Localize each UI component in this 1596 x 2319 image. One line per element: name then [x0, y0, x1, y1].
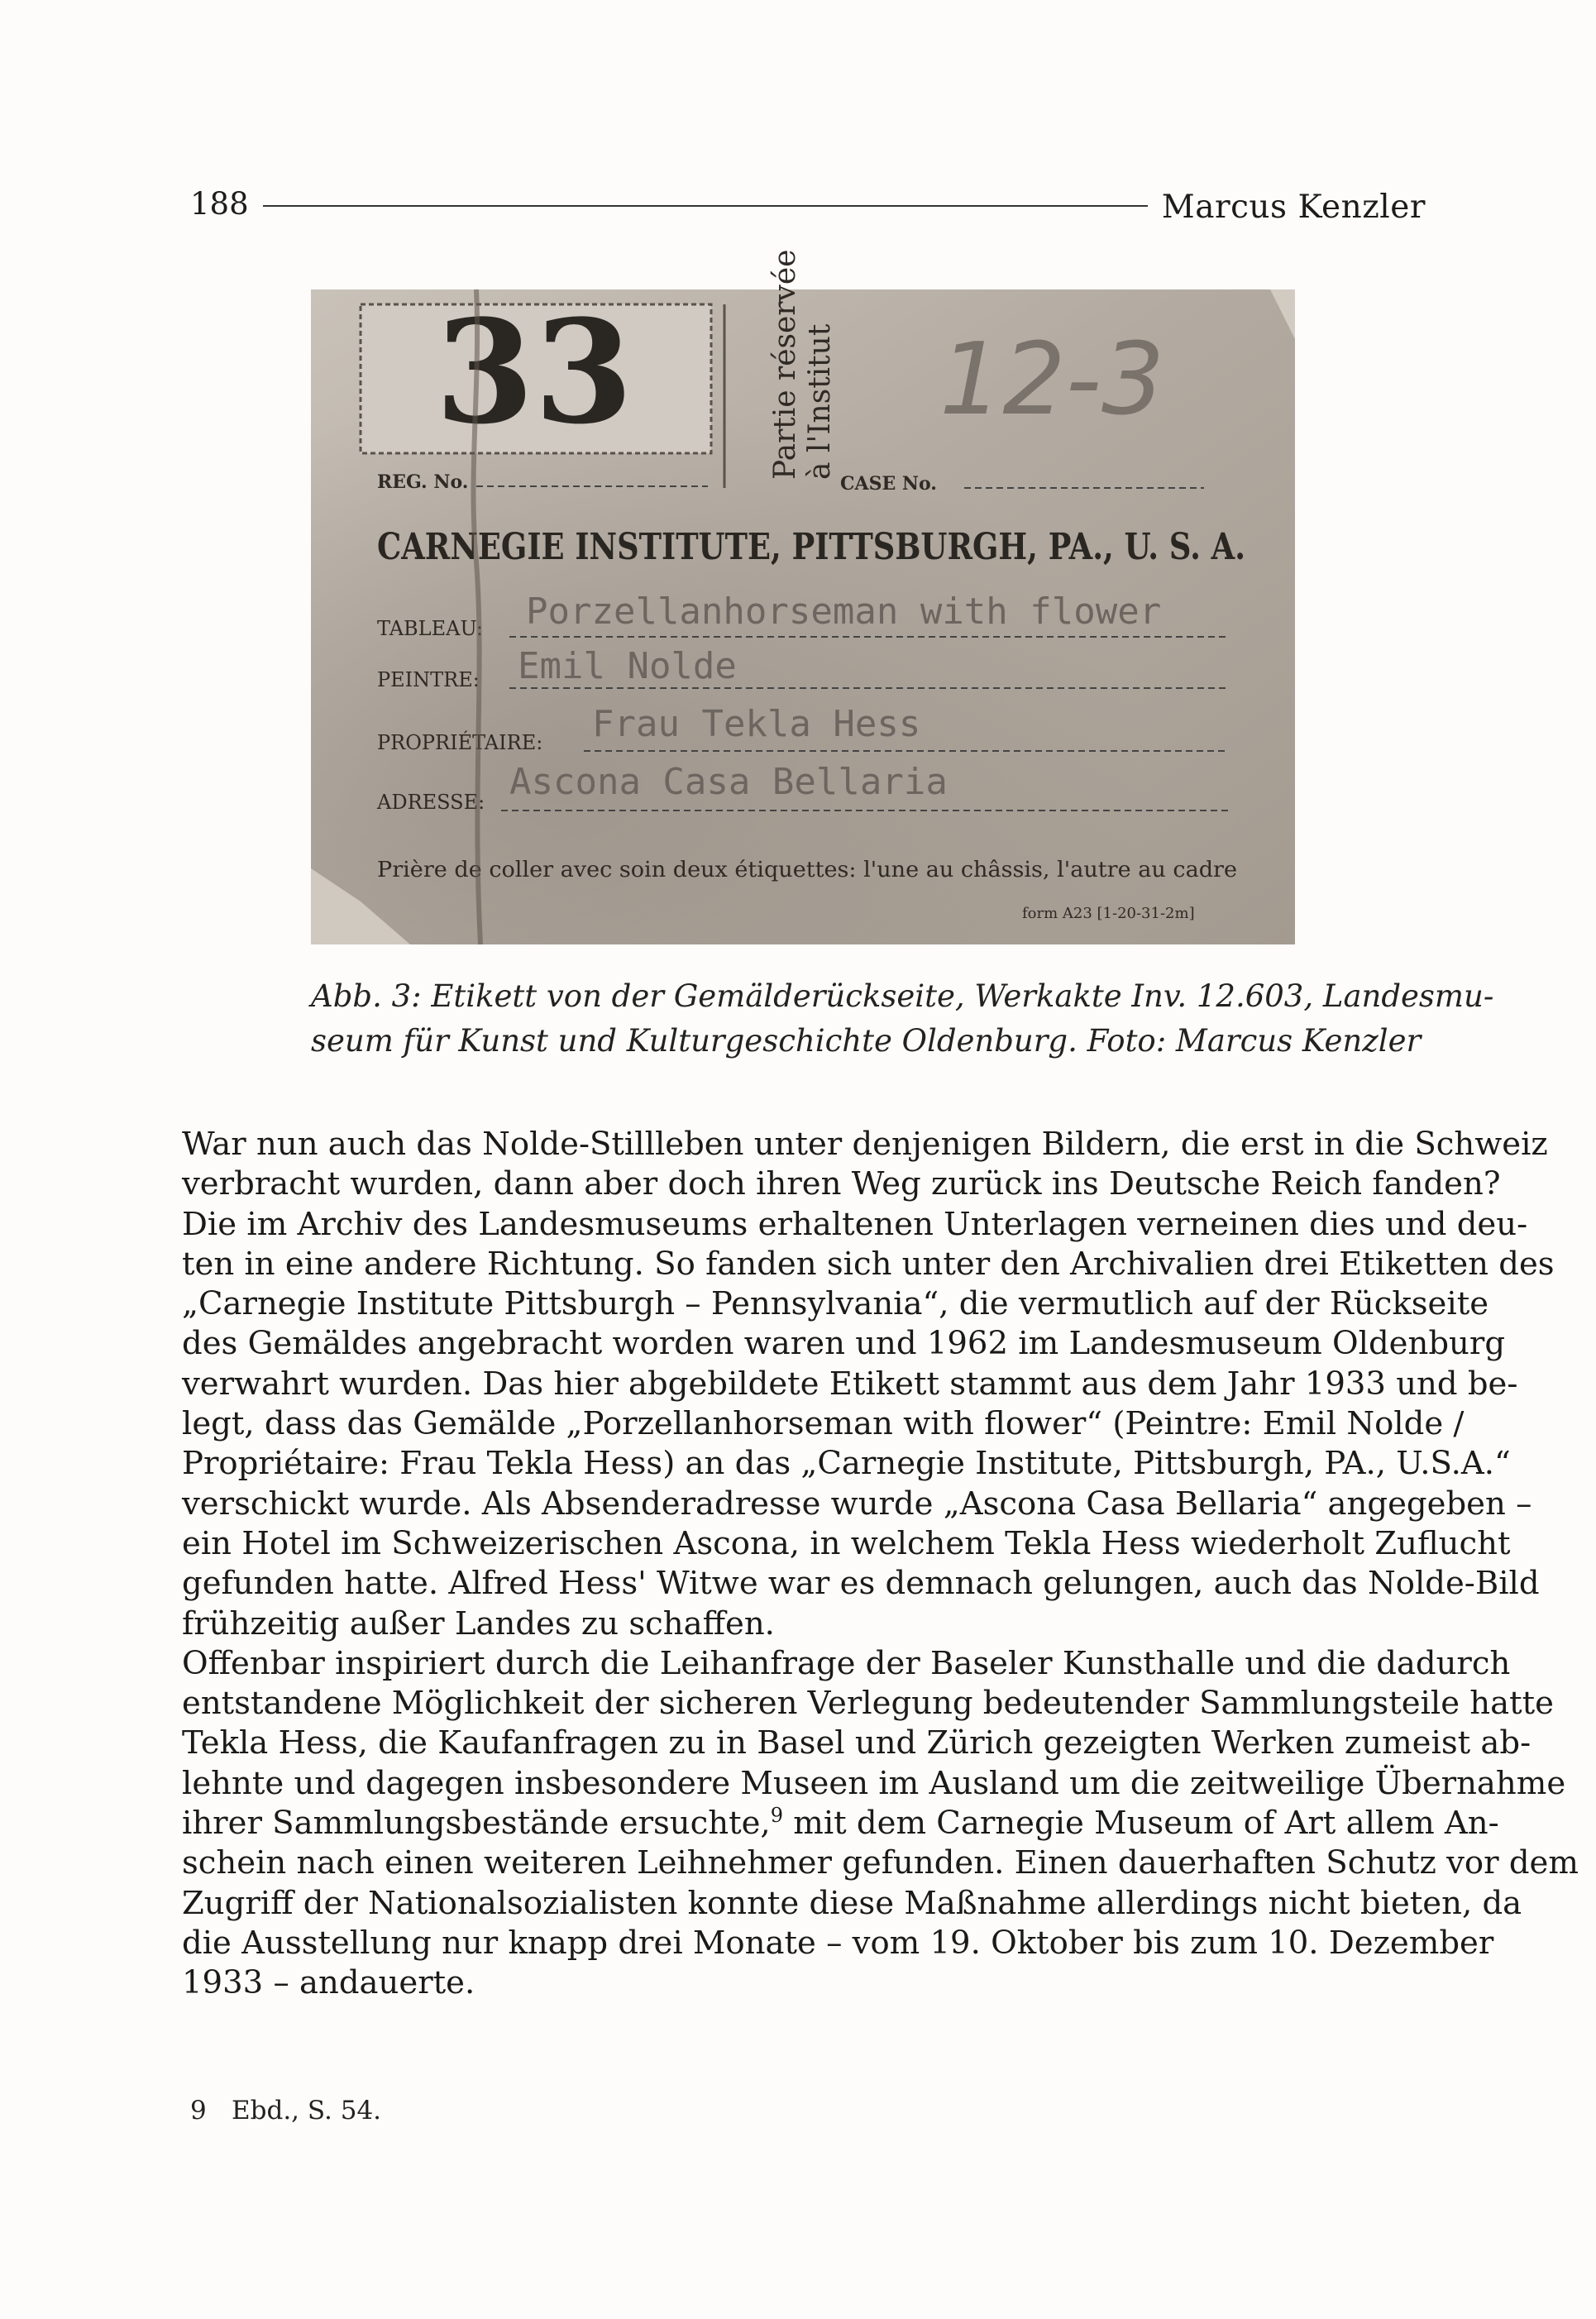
text-line: des Gemäldes angebracht worden waren und 1962 im Landesmuseum Oldenburg — [182, 1325, 1506, 1363]
svg-text:Porzellanhorseman with flower: Porzellanhorseman with flower — [526, 591, 1162, 633]
svg-text:TABLEAU:: TABLEAU: — [377, 617, 483, 640]
text-line: legt, dass das Gemälde „Porzellanhorseman with flower“ (Peintre: Emil Nolde / — [182, 1405, 1465, 1443]
text-line: 1933 – andauerte. — [182, 1964, 475, 2002]
caption-line: Abb. 3: Etikett von der Gemälderückseite, Werkakte Inv. 12.603, Landesmu- — [311, 978, 1494, 1014]
text-line: schein nach einen weiteren Leihnehmer gefunden. Einen dauerhaften Schutz vor dem — [182, 1844, 1579, 1882]
svg-text:Frau Tekla Hess: Frau Tekla Hess — [592, 703, 921, 745]
text-line: lehnte und dagegen insbesondere Museen im Ausland um die zeitweilige Übernahme — [182, 1764, 1566, 1802]
footnote-number: 9 — [190, 2096, 207, 2125]
figure-caption — [311, 974, 1494, 1064]
text-line: Zugriff der Nationalsozialisten konnte diese Maßnahme allerdings nicht bieten, da — [182, 1884, 1522, 1922]
text-segment: mit dem Carnegie Museum of Art allem An- — [782, 1805, 1499, 1843]
institute-name: CARNEGIE INSTITUTE, PITTSBURGH, PA., U. S. A. — [377, 526, 1245, 568]
text-line: ein Hotel im Schweizerischen Ascona, in welchem Tekla Hess wiederholt Zuflucht — [182, 1524, 1511, 1562]
svg-text:Emil Nolde: Emil Nolde — [518, 645, 737, 687]
case-label: CASE No. — [840, 473, 937, 495]
label-instruction: Prière de coller avec soin deux étiquettes: l'une au châssis, l'autre au cadre — [377, 858, 1237, 882]
text-line: Tekla Hess, die Kaufanfragen zu in Basel und Zürich gezeigten Werken zumeist ab- — [182, 1724, 1531, 1762]
label-number: 33 — [435, 288, 633, 456]
text-line: Offenbar inspiriert durch die Leihanfrage der Baseler Kunsthalle und die dadurch — [182, 1644, 1511, 1682]
label-form-code: form A23 [1-20-31-2m] — [1022, 905, 1195, 922]
handwritten-number: 12-3 — [939, 323, 1165, 438]
text-line: War nun auch das Nolde-Stillleben unter denjenigen Bildern, die erst in die Schweiz — [182, 1126, 1548, 1163]
svg-text:PEINTRE:: PEINTRE: — [377, 668, 480, 691]
header-rule — [263, 205, 1148, 207]
running-header — [190, 184, 1426, 225]
page-number: 188 — [190, 186, 249, 222]
svg-text:Ascona Casa Bellaria: Ascona Casa Bellaria — [509, 761, 948, 803]
text-line: Die im Archiv des Landesmuseums erhaltenen Unterlagen verneinen dies und deu- — [182, 1205, 1528, 1243]
text-line: verbracht wurden, dann aber doch ihren Weg zurück ins Deutsche Reich fanden? — [182, 1165, 1501, 1203]
body-text — [182, 1125, 1579, 2004]
reserved-text-1: Partie réservée — [768, 249, 802, 480]
text-line: „Carnegie Institute Pittsburgh – Pennsylvania“, die vermutlich auf der Rückseite — [182, 1285, 1489, 1323]
text-line: ten in eine andere Richtung. So fanden sich unter den Archivalien drei Etiketten des — [182, 1245, 1555, 1283]
carnegie-label-photo — [311, 249, 1295, 944]
running-author: Marcus Kenzler — [1161, 189, 1426, 226]
text-line-with-footnote — [182, 1804, 1499, 1843]
text-line: Propriétaire: Frau Tekla Hess) an das „Carnegie Institute, Pittsburgh, PA., U.S.A.“ — [182, 1445, 1511, 1483]
text-line: frühzeitig außer Landes zu schaffen. — [182, 1604, 775, 1642]
text-line: verschickt wurde. Als Absenderadresse wurde „Ascona Casa Bellaria“ angegeben – — [182, 1485, 1532, 1523]
text-line: gefunden hatte. Alfred Hess' Witwe war es demnach gelungen, auch das Nolde-Bild — [182, 1565, 1540, 1603]
footnote-ref[interactable]: 9 — [770, 1804, 783, 1828]
reg-label: REG. No. — [377, 471, 469, 493]
footnote-9 — [190, 2094, 381, 2127]
reserved-text-2: à l'Institut — [803, 323, 837, 480]
svg-text:ADRESSE:: ADRESSE: — [377, 791, 485, 814]
text-segment: ihrer Sammlungsbestände ersuchte, — [182, 1805, 771, 1843]
text-line: entstandene Möglichkeit der sicheren Verlegung bedeutender Sammlungsteile hatte — [182, 1685, 1554, 1723]
text-line: verwahrt wurden. Das hier abgebildete Etikett stammt aus dem Jahr 1933 und be- — [182, 1365, 1518, 1403]
text-line: die Ausstellung nur knapp drei Monate – vom 19. Oktober bis zum 10. Dezember — [182, 1924, 1494, 1962]
svg-text:PROPRIÉTAIRE:: PROPRIÉTAIRE: — [377, 731, 543, 754]
footnote-text: Ebd., S. 54. — [232, 2096, 382, 2125]
caption-line: seum für Kunst und Kulturgeschichte Oldenburg. Foto: Marcus Kenzler — [311, 1023, 1422, 1059]
